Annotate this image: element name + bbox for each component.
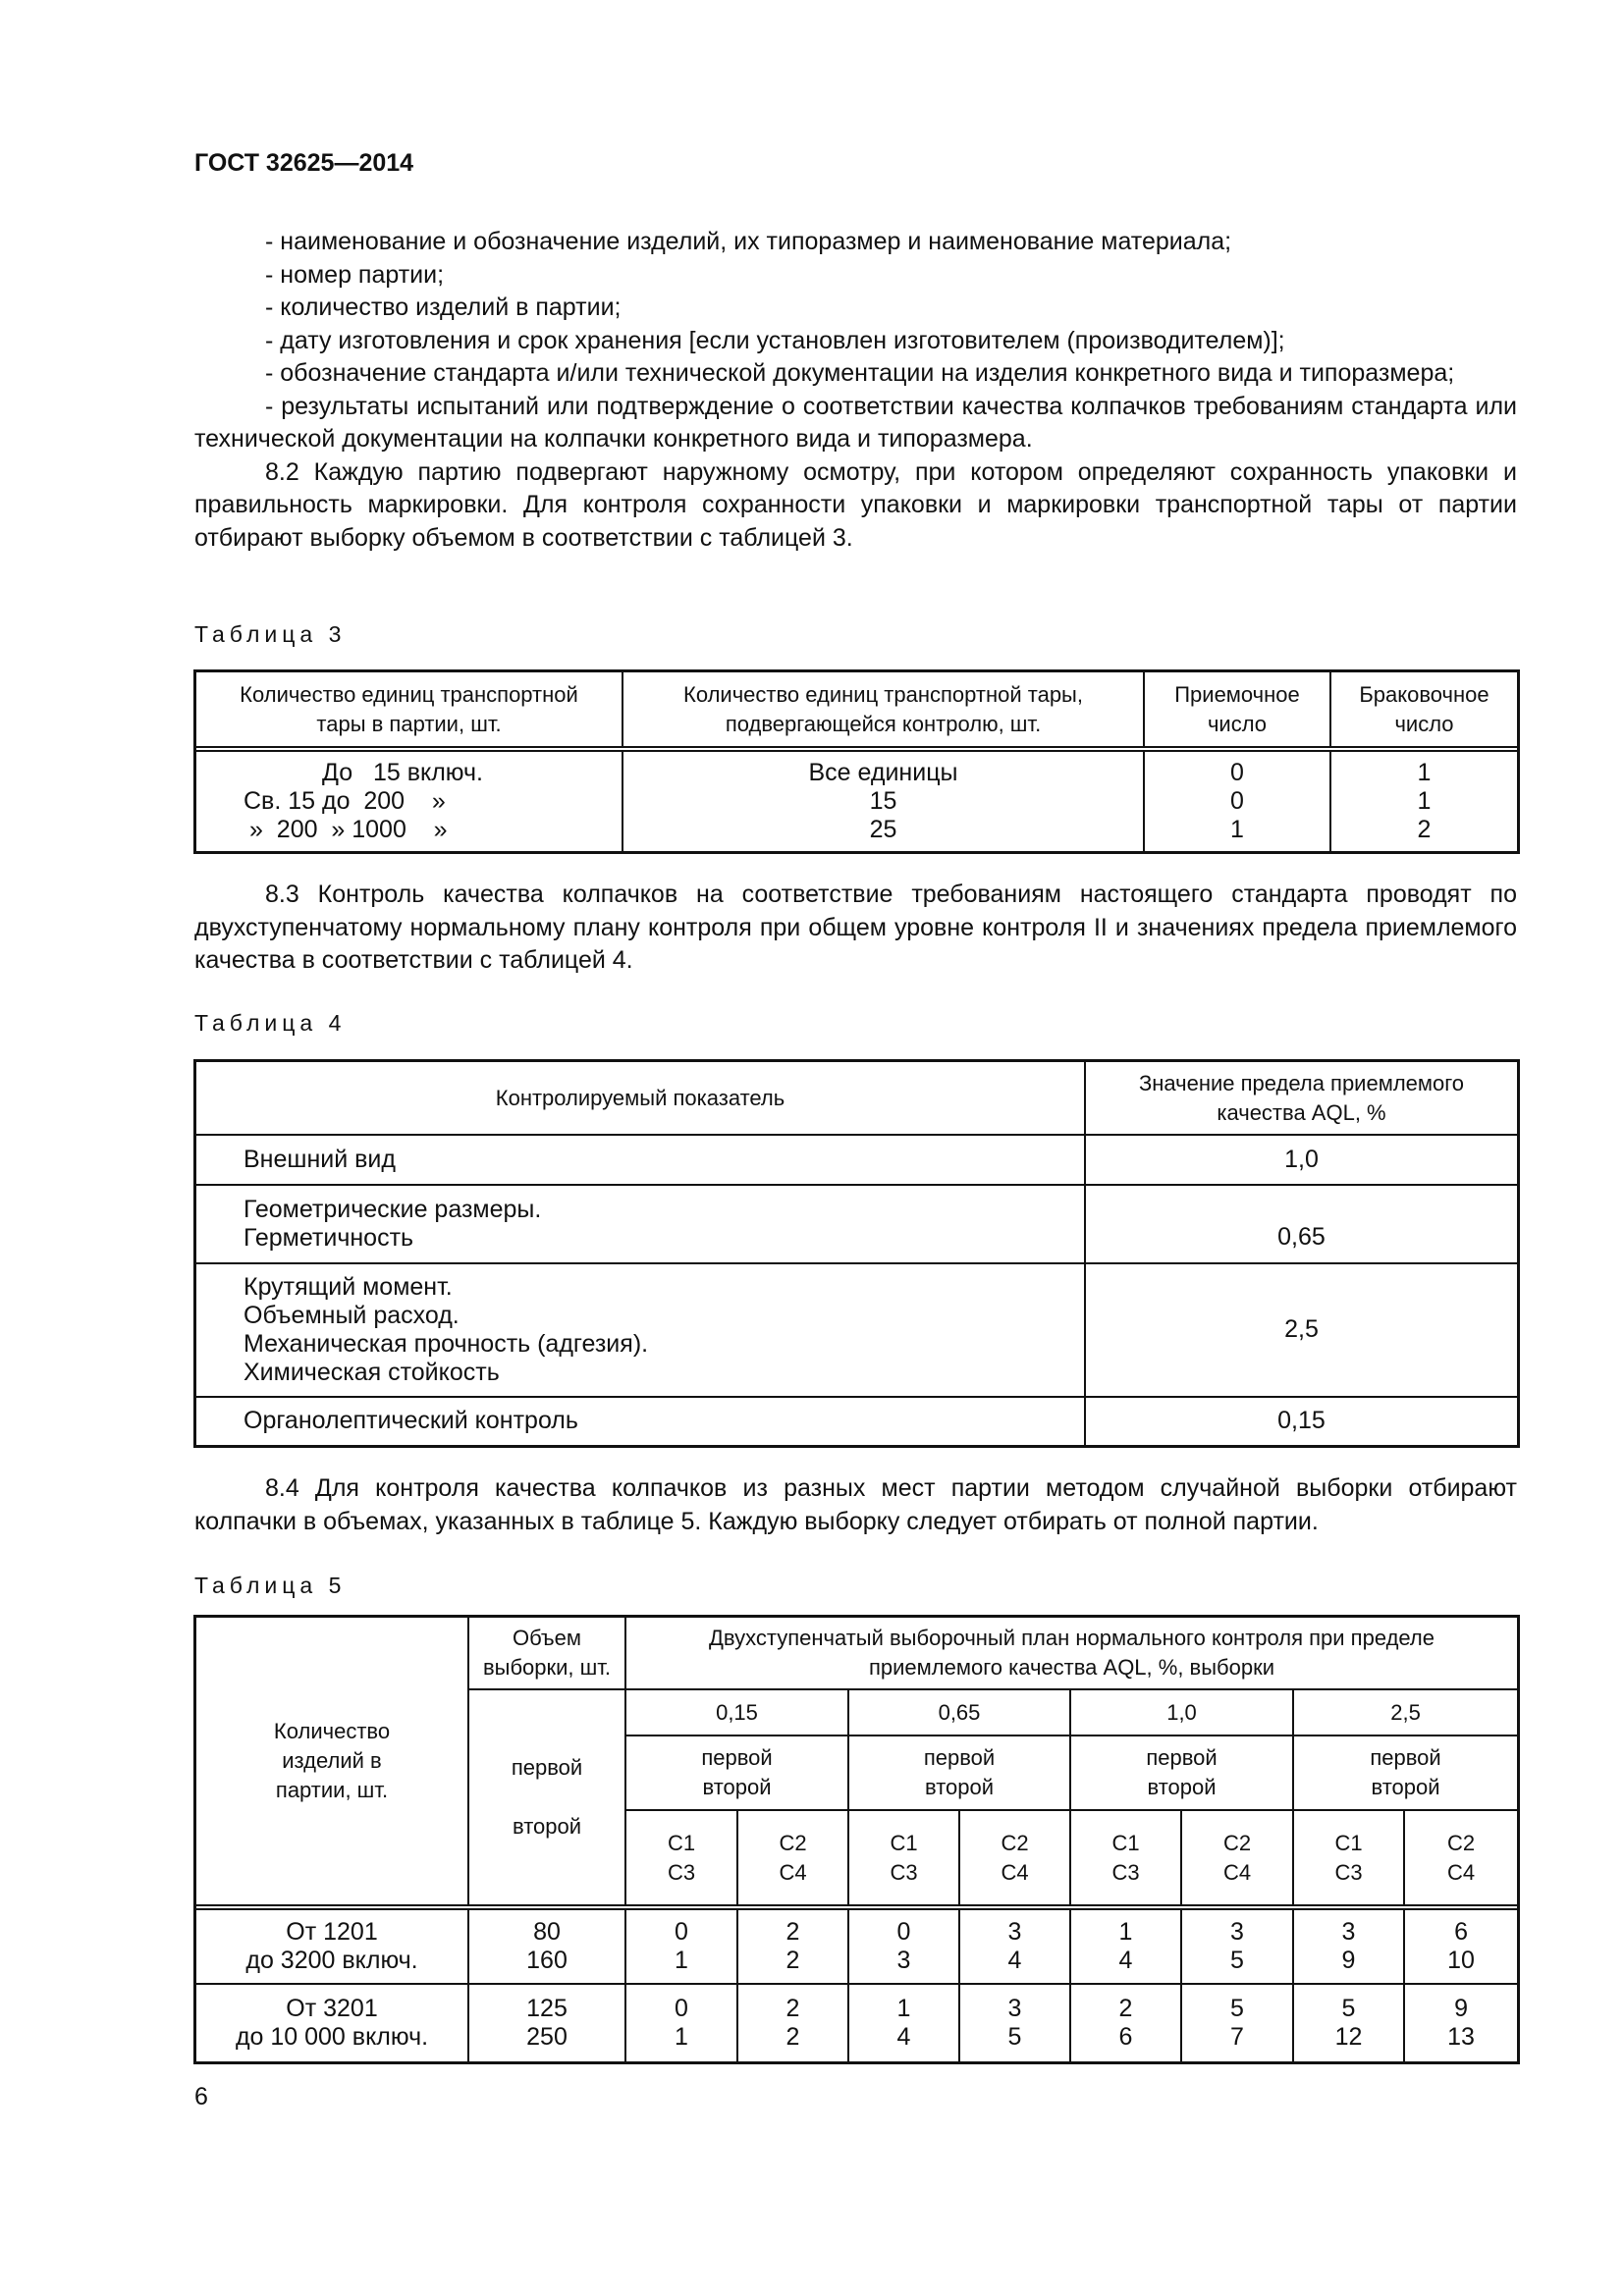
cell-line: 1	[896, 1995, 911, 2022]
cell-line: 250	[526, 2023, 568, 2051]
table-header: Количество единиц транспортной тары, подвергающейся контролю, шт.	[623, 671, 1144, 749]
cell-line: второй	[702, 1775, 772, 1799]
cell-line: 2	[785, 1995, 800, 2022]
table-cell	[623, 749, 1144, 852]
paragraph-8-3: 8.3 Контроль качества колпачков на соответствие требованиям настоящего стандарта проводят по двухступенчатому нормальному плану контроля при общем уровне контроля II и значениях предела приемлемого качества в соответствии с таблицей 4.	[194, 881, 1517, 974]
cell-line: С2	[1446, 1830, 1476, 1855]
cell-line: С3	[890, 1859, 918, 1885]
page-number: 6	[194, 2083, 208, 2110]
paragraph-8-2: 8.2 Каждую партию подвергают наружному осмотру, при котором определяют сохранность упаковки и правильность маркировки. Для контроля сохранности упаковки и маркировки транспортной тары от партии отбирают выборку объемом в соответствии с таблицей 3.	[194, 457, 1517, 552]
cell-line: 0	[896, 1918, 911, 1946]
cell-line: 0	[675, 1918, 688, 1946]
cell-line: 2	[785, 2023, 800, 2051]
cell-line: 9	[1454, 1995, 1468, 2022]
table-cell	[959, 1907, 1070, 1984]
table-header	[959, 1810, 1070, 1907]
cell-line: До 15 включ.	[322, 759, 483, 786]
table-header: Приемочное число	[1144, 671, 1330, 749]
list-item: - обозначение стандарта и/или технической документации на изделия конкретного вида и типоразмера;	[265, 359, 1455, 387]
table-cell	[1144, 749, 1330, 852]
cell-line: 5	[1341, 1995, 1356, 2022]
table-cell	[1181, 1907, 1293, 1984]
table-cell	[195, 749, 623, 852]
cell-line: Химическая стойкость	[244, 1359, 500, 1386]
table-cell: 1,0	[1085, 1135, 1518, 1185]
sample-header	[848, 1735, 1070, 1810]
cell-line: 1	[675, 2023, 688, 2051]
cell-line: первой	[1146, 1745, 1218, 1771]
cell-line: 0	[1230, 759, 1244, 786]
table-cell	[195, 1135, 1085, 1185]
cell-line: 0	[675, 1995, 688, 2022]
cell-line: 13	[1447, 2023, 1475, 2051]
cell-line: первой	[923, 1745, 996, 1771]
table-cell	[959, 1984, 1070, 2062]
cell-line: 2	[785, 1918, 800, 1946]
table-header: Браковочное число	[1330, 671, 1518, 749]
table-cell	[1293, 1984, 1404, 2062]
table-header	[1070, 1810, 1181, 1907]
cell-line: 3	[896, 1947, 911, 1974]
cell-line: С3	[1111, 1859, 1140, 1885]
aql-header: 2,5	[1293, 1689, 1518, 1735]
cell-line: 1	[675, 1947, 688, 1974]
cell-line: первой	[1370, 1745, 1441, 1771]
table-3-caption: Таблица 3	[194, 621, 347, 647]
cell-line: Внешний вид	[244, 1145, 396, 1173]
cell-line: 6	[1118, 2023, 1133, 2051]
table-header	[848, 1810, 959, 1907]
table-header: Количество изделий в партии, шт.	[195, 1617, 468, 1907]
cell-line: до 3200 включ.	[245, 1947, 418, 1974]
table-header: Значение предела приемлемого качества AQL, %	[1085, 1061, 1518, 1135]
cell-line: второй	[512, 1814, 582, 1839]
table-header: Объем выборки, шт.	[468, 1617, 625, 1689]
cell-line: Все единицы	[808, 759, 958, 786]
aql-header: 0,65	[848, 1689, 1070, 1735]
cell-line: 4	[896, 2023, 911, 2051]
cell-line: 125	[526, 1995, 568, 2022]
table-cell	[1070, 1984, 1181, 2062]
cell-line: 15	[869, 787, 897, 815]
cell-line: С3	[1334, 1859, 1363, 1885]
cell-line: 2	[1417, 816, 1432, 843]
cell-line: Объемный расход.	[244, 1302, 460, 1329]
cell-line: первой	[701, 1745, 773, 1771]
cell-line: 5	[1230, 1947, 1244, 1974]
table-cell	[737, 1984, 848, 2062]
table-header	[1293, 1810, 1404, 1907]
aql-header: 1,0	[1070, 1689, 1293, 1735]
table-5-caption: Таблица 5	[194, 1573, 347, 1598]
table-cell	[625, 1907, 737, 1984]
cell-line: 25	[869, 816, 897, 843]
table-cell	[1404, 1984, 1518, 2062]
cell-line: 4	[1118, 1947, 1133, 1974]
cell-line: второй	[1147, 1775, 1217, 1799]
cell-line: 5	[1007, 2023, 1022, 2051]
cell-line: 1	[1118, 1918, 1133, 1946]
table-cell	[1330, 749, 1518, 852]
table-cell	[1293, 1907, 1404, 1984]
table-cell	[195, 1907, 468, 1984]
table-cell	[737, 1907, 848, 1984]
cell-line: 3	[1007, 1918, 1022, 1946]
cell-line: Механическая прочность (адгезия).	[244, 1330, 649, 1358]
table-4-caption: Таблица 4	[194, 1010, 347, 1036]
cell-line: С1	[890, 1830, 918, 1855]
body-text	[194, 226, 1517, 555]
list-item: - результаты испытаний или подтверждение о соответствии качества колпачков требованиям стандарта или технической документации на колпачки конкретного вида и типоразмера.	[194, 392, 1517, 453]
table-header	[468, 1689, 625, 1907]
sample-header	[1293, 1735, 1518, 1810]
cell-line: 0	[1230, 787, 1244, 815]
cell-line: 12	[1334, 2023, 1363, 2051]
cell-line: Органолептический контроль	[244, 1407, 578, 1435]
cell-line: 2	[1118, 1995, 1133, 2022]
cell-line: второй	[924, 1775, 995, 1799]
table-cell	[195, 1263, 1085, 1397]
cell-line: С1	[1111, 1830, 1140, 1855]
table-header	[1181, 1810, 1293, 1907]
cell-line: Герметичность	[244, 1224, 414, 1252]
list-item: - номер партии;	[265, 260, 445, 289]
table-header: Контролируемый показатель	[195, 1061, 1085, 1135]
cell-line: С3	[667, 1859, 696, 1885]
table-cell	[625, 1984, 737, 2062]
cell-line: С2	[1001, 1830, 1029, 1855]
cell-line: 3	[1007, 1995, 1022, 2022]
cell-line: 4	[1007, 1947, 1022, 1974]
table-header: Количество единиц транспортной тары в партии, шт.	[195, 671, 623, 749]
table-cell	[468, 1907, 625, 1984]
cell-line: Геометрические размеры.	[244, 1196, 542, 1223]
cell-line: 80	[533, 1918, 561, 1946]
table-cell: 0,15	[1085, 1397, 1518, 1446]
cell-line: От 1201	[286, 1918, 378, 1946]
cell-line: 5	[1230, 1995, 1244, 2022]
table-cell	[1404, 1907, 1518, 1984]
table-cell	[195, 1185, 1085, 1263]
cell-line: первой	[511, 1755, 583, 1780]
table-3	[194, 670, 1519, 853]
cell-line: 3	[1230, 1918, 1244, 1946]
cell-line: 1	[1417, 787, 1432, 815]
table-cell: 2,5	[1085, 1263, 1518, 1397]
table-cell	[1181, 1984, 1293, 2062]
cell-line: 2	[785, 1947, 800, 1974]
cell-line: 10	[1447, 1947, 1475, 1974]
cell-line: С1	[667, 1830, 696, 1855]
table-header: Двухступенчатый выборочный план нормального контроля при пределе приемлемого качества AQL, %, выборки	[625, 1617, 1518, 1689]
cell-line: С2	[1222, 1830, 1252, 1855]
cell-line: 9	[1341, 1947, 1356, 1974]
cell-line: С1	[1334, 1830, 1363, 1855]
cell-line: С2	[779, 1830, 807, 1855]
cell-line: С4	[1222, 1859, 1252, 1885]
table-header	[1404, 1810, 1518, 1907]
cell-line: 1	[1230, 816, 1244, 843]
document-header: ГОСТ 32625—2014	[194, 149, 414, 177]
cell-line: С4	[1001, 1859, 1029, 1885]
table-5	[194, 1616, 1519, 2063]
table-cell	[195, 1397, 1085, 1446]
cell-line: второй	[1371, 1775, 1440, 1799]
cell-line: » 200 » 1000 »	[249, 816, 448, 843]
cell-line: От 3201	[286, 1995, 378, 2022]
table-cell: 0,65	[1085, 1185, 1518, 1263]
table-cell	[468, 1984, 625, 2062]
table-header	[737, 1810, 848, 1907]
cell-line: 3	[1341, 1918, 1356, 1946]
sample-header	[1070, 1735, 1293, 1810]
cell-line: 6	[1454, 1918, 1468, 1946]
table-cell	[848, 1984, 959, 2062]
list-item: - количество изделий в партии;	[265, 294, 622, 321]
sample-header	[625, 1735, 848, 1810]
table-cell	[1070, 1907, 1181, 1984]
list-item: - наименование и обозначение изделий, их типоразмер и наименование материала;	[265, 228, 1232, 255]
cell-line: С4	[779, 1859, 807, 1885]
cell-line: С4	[1446, 1859, 1476, 1885]
table-cell	[195, 1984, 468, 2062]
table-cell	[848, 1907, 959, 1984]
table-header	[625, 1810, 737, 1907]
table-4	[194, 1060, 1519, 1447]
list-item: - дату изготовления и срок хранения [если установлен изготовителем (производителем)];	[265, 326, 1285, 354]
cell-line: до 10 000 включ.	[235, 2023, 429, 2051]
aql-header: 0,15	[625, 1689, 848, 1735]
paragraph-8-4: 8.4 Для контроля качества колпачков из разных мест партии методом случайной выборки отбирают колпачки в объемах, указанных в таблице 5. Каждую выборку следует отбирать от полной партии.	[194, 1474, 1517, 1535]
cell-line: 1	[1417, 759, 1432, 786]
cell-line: Крутящий момент.	[244, 1273, 453, 1301]
cell-line: Св. 15 до 200 »	[244, 787, 446, 815]
cell-line: 160	[526, 1947, 568, 1974]
cell-line: 7	[1230, 2023, 1244, 2051]
